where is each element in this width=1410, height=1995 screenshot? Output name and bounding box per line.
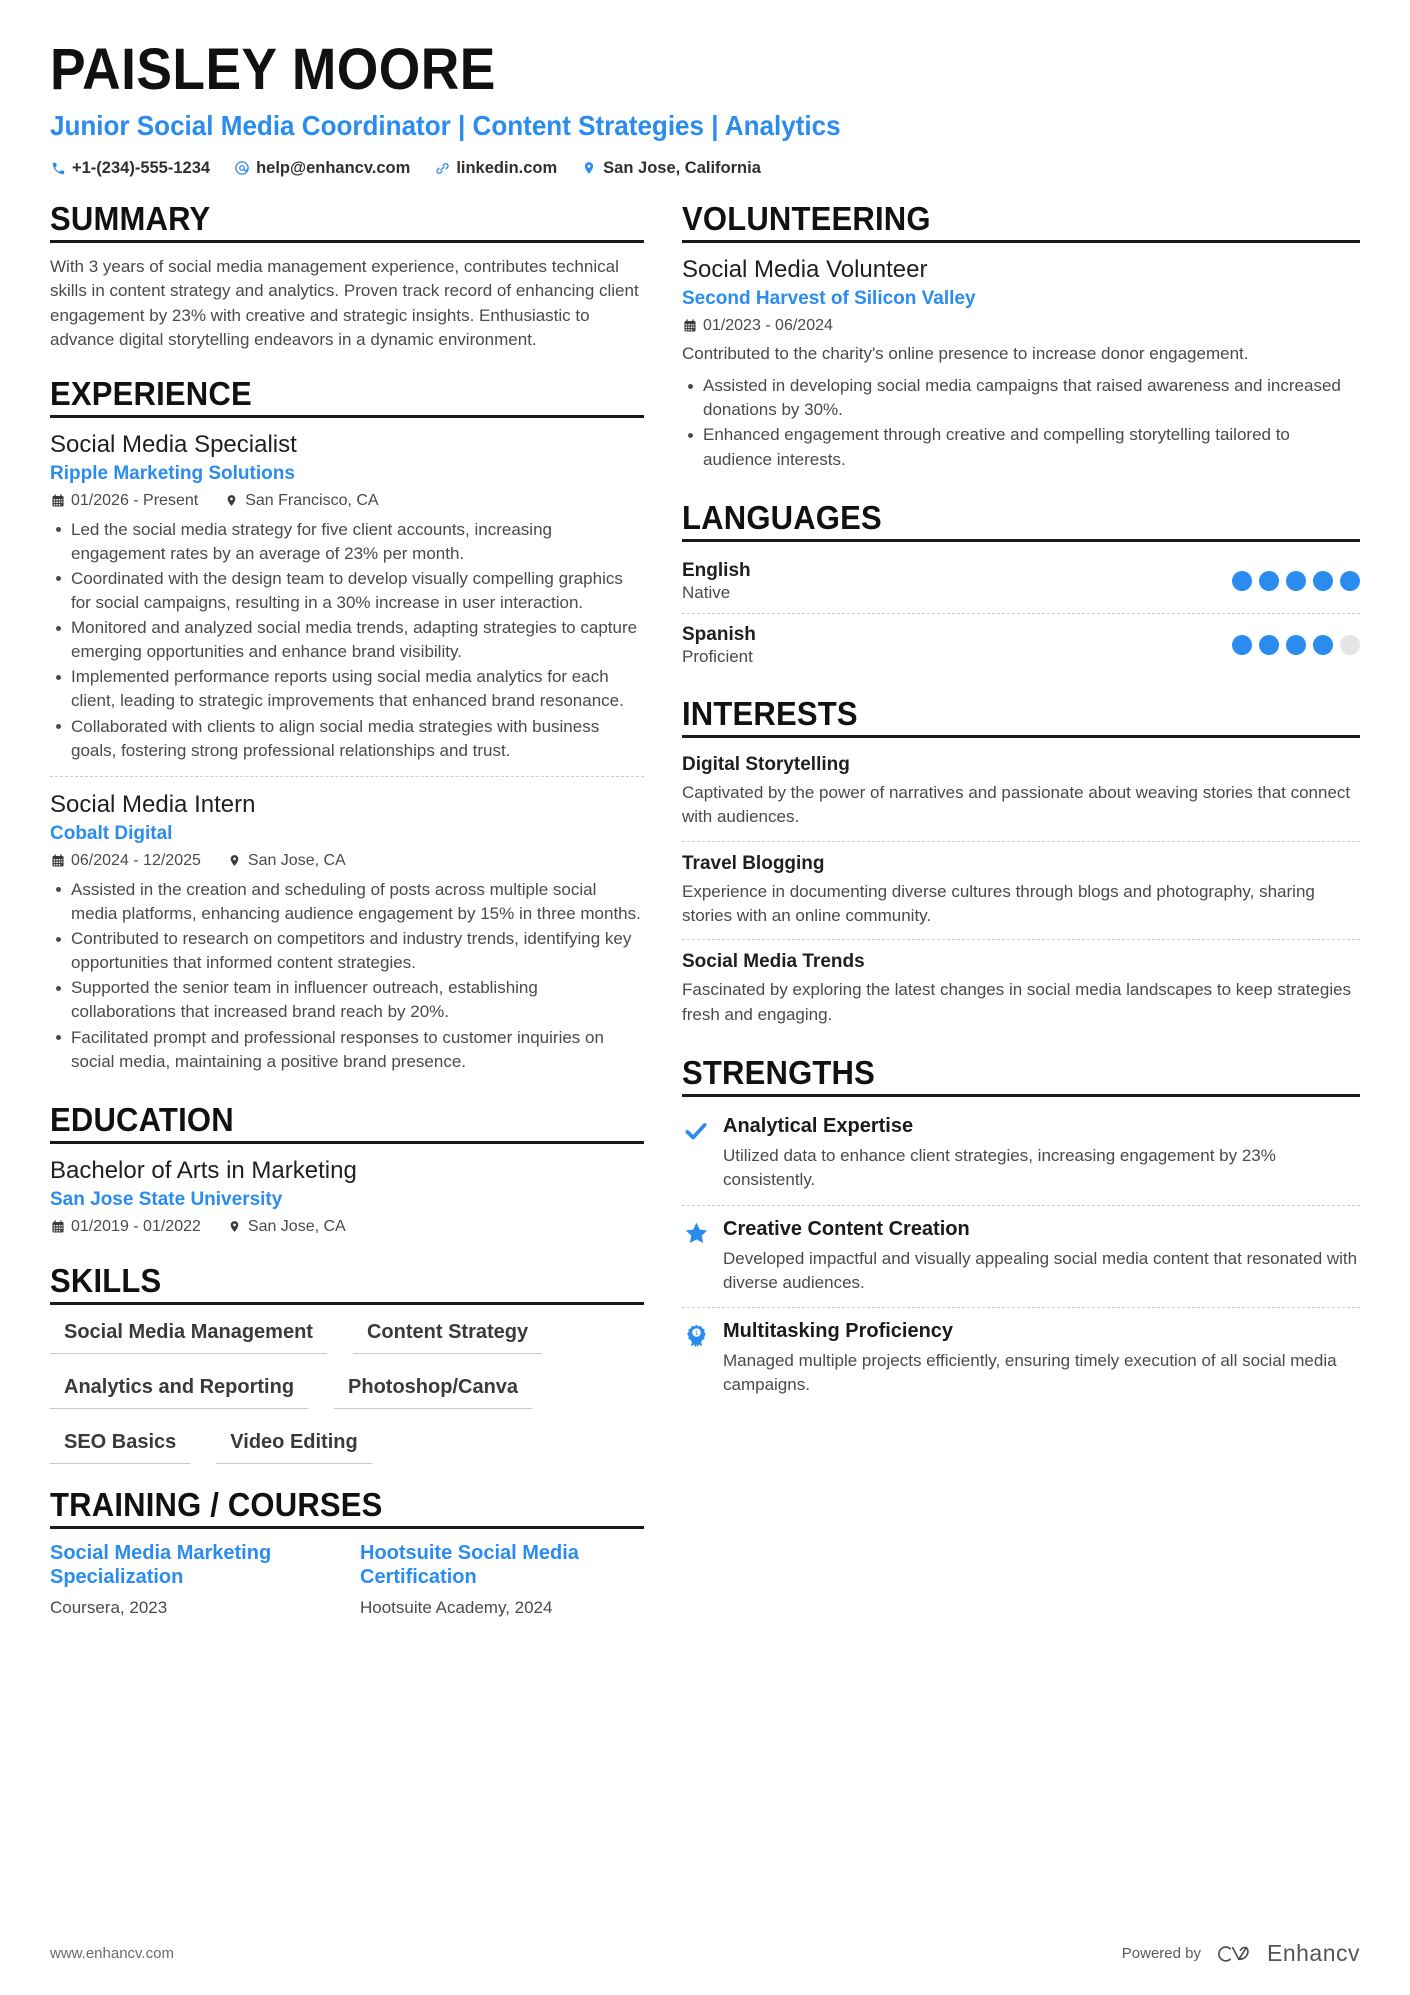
strength-name: Creative Content Creation <box>723 1217 970 1240</box>
section-title-interests: INTERESTS <box>682 694 858 732</box>
candidate-name: PAISLEY MOORE <box>50 37 496 102</box>
interest-description: Captivated by the power of narratives and passionate about weaving stories that connect with audiences. <box>682 782 1351 827</box>
education-entry <box>50 1156 644 1248</box>
section-rule <box>50 1302 644 1305</box>
experience-entry <box>50 776 644 1087</box>
list-item: Assisted in developing social media campaigns that raised awareness and increased donations by 30%. <box>682 374 1360 422</box>
calendar-icon <box>50 1219 65 1234</box>
section-interests <box>682 695 1360 1039</box>
interest-name: Digital Storytelling <box>682 753 850 775</box>
summary-text: With 3 years of social media management experience, contributes technical skills in content strategy and analytics. Proven track record of enhancing client engagement by 23% with creative and strategic insights. Enthusiastic to advance digital storytelling endeavors in a dynamic environment. <box>50 256 639 350</box>
strength-body <box>723 1218 1360 1295</box>
contact-location-text: San Jose, California <box>603 158 761 177</box>
section-rule <box>50 1141 644 1144</box>
education-location-text: San Jose, CA <box>247 1217 346 1235</box>
section-summary <box>50 200 644 353</box>
calendar-icon <box>50 853 65 868</box>
section-strengths <box>682 1054 1360 1409</box>
interest-item <box>682 750 1360 841</box>
training-item <box>360 1541 644 1619</box>
interest-name: Travel Blogging <box>682 852 825 874</box>
language-rating <box>1232 635 1360 655</box>
enhancv-logo <box>1214 1940 1360 1967</box>
experience-entry <box>50 430 644 776</box>
section-rule <box>50 415 644 418</box>
interest-description: Experience in documenting diverse cultures through blogs and photography, sharing stories with an online community. <box>682 881 1315 925</box>
section-languages <box>682 499 1360 677</box>
skill-tag: Photoshop/Canva <box>334 1372 532 1409</box>
section-rule <box>50 240 644 243</box>
strength-description: Utilized data to enhance client strategies, increasing engagement by 23% consistently. <box>723 1146 1276 1190</box>
rating-dot <box>1259 635 1279 655</box>
rating-dot <box>1313 571 1333 591</box>
section-rule <box>682 1094 1360 1097</box>
footer-website[interactable]: www.enhancv.com <box>50 1945 174 1962</box>
contact-location[interactable] <box>581 159 761 178</box>
list-item: Implemented performance reports using social media analytics for each client, leading to strategic improvements that enhanced brand resonance. <box>50 665 644 713</box>
volunteer-meta <box>682 317 1360 335</box>
job-dates <box>50 852 201 870</box>
training-title[interactable]: Hootsuite Social Media Certification <box>360 1541 579 1588</box>
job-dates-text: 01/2026 - Present <box>71 491 199 509</box>
contact-phone-text: +1-(234)-555-1234 <box>72 158 211 177</box>
volunteer-description: Contributed to the charity's online presence to increase donor engagement. <box>682 343 1249 363</box>
list-item: Facilitated prompt and professional responses to customer inquiries on social media, maintaining a positive brand presence. <box>50 1026 644 1074</box>
job-location <box>224 492 378 510</box>
training-provider: Coursera, 2023 <box>50 1598 168 1618</box>
rating-dot <box>1232 571 1252 591</box>
strength-name: Analytical Expertise <box>723 1115 914 1138</box>
contact-email[interactable] <box>234 159 410 178</box>
language-info <box>682 624 756 667</box>
training-title[interactable]: Social Media Marketing Specialization <box>50 1541 272 1588</box>
section-skills <box>50 1262 644 1482</box>
volunteering-entry <box>682 255 1360 485</box>
page-footer <box>50 1940 1360 1967</box>
volunteer-dates <box>682 317 833 335</box>
contact-linkedin[interactable] <box>434 159 557 178</box>
skill-tag: Content Strategy <box>353 1317 542 1354</box>
language-row <box>682 613 1360 677</box>
education-dates <box>50 1218 201 1236</box>
resume-body <box>50 200 1360 1623</box>
job-bullets <box>50 518 644 763</box>
section-title-volunteering: VOLUNTEERING <box>682 199 931 237</box>
strength-body <box>723 1320 1360 1397</box>
rating-dot <box>1340 635 1360 655</box>
section-education <box>50 1101 644 1248</box>
section-experience <box>50 375 644 1087</box>
skill-tag: Analytics and Reporting <box>50 1372 308 1409</box>
volunteer-role: Social Media Volunteer <box>682 255 928 283</box>
location-pin-icon <box>227 853 242 868</box>
rating-dot <box>1286 571 1306 591</box>
job-company[interactable]: Ripple Marketing Solutions <box>50 462 295 484</box>
section-rule <box>682 735 1360 738</box>
rating-dot <box>1340 571 1360 591</box>
section-title-summary: SUMMARY <box>50 199 211 237</box>
contact-linkedin-text: linkedin.com <box>456 158 558 177</box>
interest-item <box>682 939 1360 1038</box>
strength-description: Managed multiple projects efficiently, ensuring timely execution of all social media campaigns. <box>723 1350 1337 1394</box>
calendar-icon <box>682 318 697 333</box>
education-location <box>227 1218 346 1236</box>
list-item: Collaborated with clients to align social media strategies with business goals, fostering strong professional relationships and trust. <box>50 715 644 763</box>
volunteer-dates-text: 01/2023 - 06/2024 <box>703 316 833 334</box>
check-icon <box>682 1117 710 1145</box>
job-dates-text: 06/2024 - 12/2025 <box>71 851 201 869</box>
powered-by-label: Powered by <box>1121 1945 1201 1962</box>
education-dates-text: 01/2019 - 01/2022 <box>71 1217 201 1235</box>
list-item: Monitored and analyzed social media trends, adapting strategies to capture emerging opportunities and enhance brand visibility. <box>50 616 644 664</box>
language-level: Proficient <box>682 646 753 666</box>
rating-dot <box>1313 635 1333 655</box>
list-item: Assisted in the creation and scheduling of posts across multiple social media platforms, enhancing audience engagement by 15% in three months. <box>50 878 644 926</box>
language-row <box>682 554 1360 613</box>
location-icon <box>581 160 597 176</box>
interest-name: Social Media Trends <box>682 951 865 973</box>
section-title-skills: SKILLS <box>50 1261 162 1299</box>
rating-dot <box>1286 635 1306 655</box>
star-icon <box>682 1220 710 1248</box>
job-meta <box>50 852 644 870</box>
strength-item <box>682 1109 1360 1204</box>
language-name: Spanish <box>682 623 756 645</box>
job-location <box>227 852 346 870</box>
svg-text:1: 1 <box>694 1329 698 1337</box>
right-column <box>682 200 1360 1413</box>
rating-dot <box>1232 635 1252 655</box>
section-rule <box>682 240 1360 243</box>
job-meta <box>50 492 644 510</box>
award-icon <box>682 1322 710 1350</box>
job-role: Social Media Intern <box>50 790 256 818</box>
job-bullets <box>50 878 644 1074</box>
strength-description: Developed impactful and visually appealing social media content that resonated with diverse audiences. <box>723 1248 1358 1292</box>
job-dates <box>50 492 198 510</box>
section-volunteering <box>682 200 1360 485</box>
skill-tag: SEO Basics <box>50 1427 190 1464</box>
language-level: Native <box>682 582 731 602</box>
skills-list <box>50 1317 644 1482</box>
strength-name: Multitasking Proficiency <box>723 1319 954 1342</box>
training-item <box>50 1541 334 1619</box>
degree-name: Bachelor of Arts in Marketing <box>50 1156 357 1184</box>
section-rule <box>50 1526 644 1529</box>
list-item: Coordinated with the design team to develop visually compelling graphics for social campaigns, resulting in a 30% increase in user interaction. <box>50 567 644 615</box>
school-name[interactable]: San Jose State University <box>50 1188 283 1210</box>
interest-description: Fascinated by exploring the latest changes in social media landscapes to keep strategies fresh and engaging. <box>682 980 1352 1024</box>
contact-row <box>50 159 1360 178</box>
job-location-text: San Jose, CA <box>247 851 346 869</box>
job-company[interactable]: Cobalt Digital <box>50 822 173 844</box>
list-item: Led the social media strategy for five client accounts, increasing engagement rates by an average of 23% per month. <box>50 518 644 566</box>
phone-icon <box>50 160 66 176</box>
location-pin-icon <box>224 493 239 508</box>
volunteer-bullets <box>682 374 1360 472</box>
email-icon <box>234 160 250 176</box>
language-name: English <box>682 559 751 581</box>
skill-tag: Social Media Management <box>50 1317 327 1354</box>
rating-dot <box>1259 571 1279 591</box>
section-title-education: EDUCATION <box>50 1100 234 1138</box>
strength-body <box>723 1115 1360 1192</box>
section-title-training: TRAINING / COURSES <box>50 1485 383 1523</box>
section-title-experience: EXPERIENCE <box>50 374 252 412</box>
enhancv-wordmark: Enhancv <box>1266 1940 1360 1966</box>
training-provider: Hootsuite Academy, 2024 <box>360 1598 553 1618</box>
contact-email-text: help@enhancv.com <box>256 158 411 177</box>
education-meta <box>50 1218 644 1236</box>
candidate-headline: Junior Social Media Coordinator | Content Strategies | Analytics <box>50 109 841 141</box>
job-location-text: San Francisco, CA <box>245 491 379 509</box>
section-rule <box>682 539 1360 542</box>
skill-tag: Video Editing <box>216 1427 371 1464</box>
left-column <box>50 200 644 1623</box>
footer-brand-block <box>1122 1940 1360 1967</box>
link-icon <box>434 160 450 176</box>
language-info <box>682 560 751 603</box>
language-rating <box>1232 571 1360 591</box>
list-item: Contributed to research on competitors and industry trends, identifying key opportunities that informed content strategies. <box>50 927 644 975</box>
list-item: Supported the senior team in influencer outreach, establishing collaborations that increased brand reach by 20%. <box>50 976 644 1024</box>
section-title-languages: LANGUAGES <box>682 498 882 536</box>
contact-phone[interactable] <box>50 159 210 178</box>
list-item: Enhanced engagement through creative and compelling storytelling tailored to audience interests. <box>682 423 1360 471</box>
volunteer-org[interactable]: Second Harvest of Silicon Valley <box>682 287 976 309</box>
calendar-icon <box>50 493 65 508</box>
strength-item <box>682 1205 1360 1307</box>
enhancv-mark-icon <box>1214 1941 1258 1967</box>
training-list <box>50 1541 644 1619</box>
location-pin-icon <box>227 1219 242 1234</box>
interest-item <box>682 841 1360 940</box>
section-title-strengths: STRENGTHS <box>682 1054 875 1092</box>
section-training <box>50 1486 644 1619</box>
job-role: Social Media Specialist <box>50 430 297 458</box>
strength-item <box>682 1307 1360 1409</box>
resume-header <box>50 38 1360 178</box>
